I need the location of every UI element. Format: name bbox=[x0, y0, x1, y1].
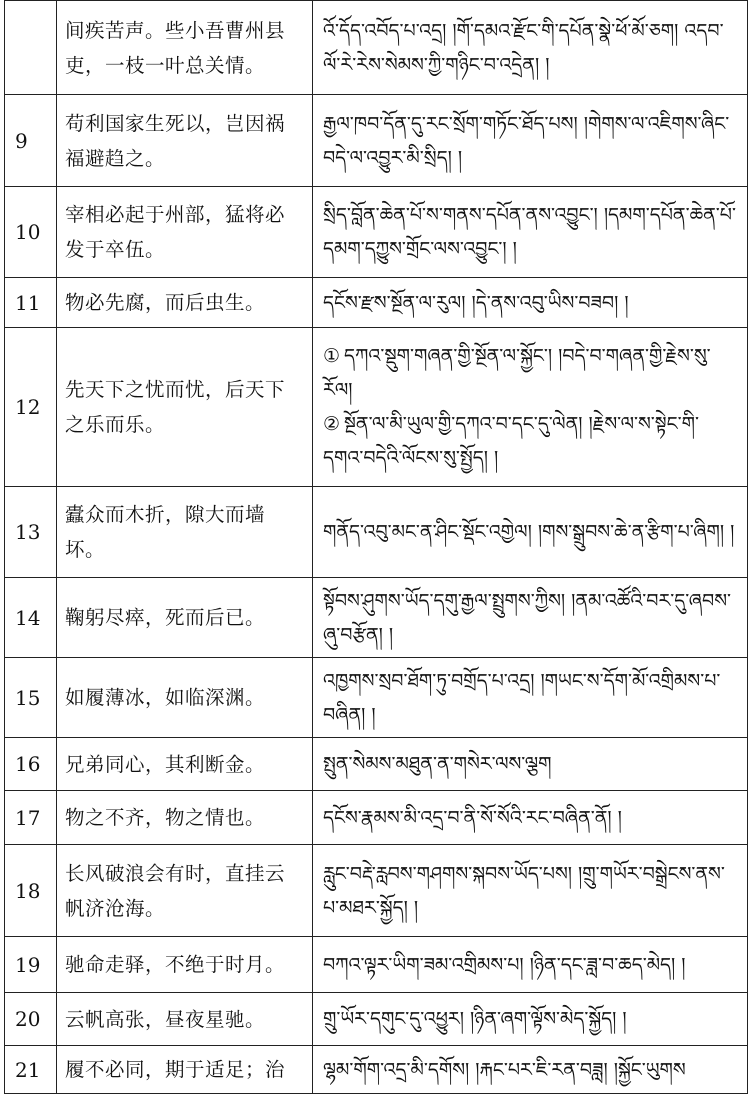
row-number: 19 bbox=[5, 937, 57, 993]
tibetan-line: བཀའ་ལྟར་ཡིག་ཟམ་འགྲིམས་པ། །ཉིན་དང་ཟླ་བ་ཆད་མེད། ། bbox=[323, 953, 686, 976]
tibetan-text bbox=[313, 95, 748, 187]
tibetan-line: དངོས་རྣམས་མི་འདྲ་བ་ནི་སོ་སོའི་རང་བཞིན་ནོ། ། bbox=[323, 806, 622, 829]
tibetan-line: སྔོན་ལ་མི་ཡུལ་གྱི་དཀའ་བ་དང་དུ་ལེན། །རྗེས་ལ་ས་སྟེང་གི་དགའ་བདེའི་ལོངས་སུ་སྤྱོད། ། bbox=[323, 413, 699, 469]
table-row bbox=[5, 738, 748, 791]
tibetan-line: སྟོབས་ཤུགས་ཡོད་དགུ་རྒྱལ་སྤྲུགས་ཀྱིས། །ནམ་འཚོའི་བར་དུ་ཞབས་ཞུ་བརྩོན། ། bbox=[323, 589, 732, 646]
table-row bbox=[5, 937, 748, 993]
table-row bbox=[5, 328, 748, 487]
table-row bbox=[5, 1, 748, 95]
row-number: 11 bbox=[5, 278, 57, 328]
chinese-text: 间疾苦声。些小吾曹州县吏，一枝一叶总关情。 bbox=[57, 1, 313, 95]
tibetan-text bbox=[313, 578, 748, 658]
tibetan-line: སྲིད་བློན་ཆེན་པོ་ས་གནས་དཔོན་ནས་འབྱུང་། །དམག་དཔོན་ཆེན་པོ་དམག་དཀྱུས་གྲོང་ལས་འབྱུང་། ། bbox=[323, 204, 736, 260]
tibetan-line: ལྷམ་གོག་འདྲ་མི་དགོས། །རྐང་པར་ཇི་རན་བཟླ། །སྐྱོང་ཡུགས bbox=[323, 1058, 686, 1081]
table-row bbox=[5, 791, 748, 845]
tibetan-line: རྒྱལ་ཁབ་དོན་དུ་རང་སྲོག་གཏོང་ཐོད་པས། །གེགས་ལ་འཇིགས་ཞིང་བདེ་ལ་འབྱུར་མི་སྲིད། ། bbox=[323, 112, 730, 169]
circled-number-2: ② bbox=[323, 413, 341, 435]
table-row bbox=[5, 845, 748, 937]
tibetan-option-2 bbox=[323, 407, 739, 475]
table-row bbox=[5, 658, 748, 738]
chinese-text: 宰相必起于州部，猛将必发于卒伍。 bbox=[57, 187, 313, 278]
chinese-text: 驰命走驿，不绝于时月。 bbox=[57, 937, 313, 993]
chinese-text: 履不必同，期于适足；治 bbox=[57, 1046, 313, 1094]
tibetan-line: གནོད་འབུ་མང་ན་ཤིང་སྡོང་འགྱེལ། །གས་སྒྲུབས་ཆེ་ན་རྩིག་པ་ཞིག། ། bbox=[323, 521, 735, 543]
tibetan-line: འོ་དོད་འབོད་པ་འདྲ། །གོ་དམའ་རྫོང་གི་དཔོན་སྣེ་ཕོ་མོ་ཅག། འདབ་ལོ་རེ་རེས་སེམས་ཀྱི་གཉིང་བ་འདྲེན། ། bbox=[323, 19, 724, 76]
row-number: 14 bbox=[5, 578, 57, 658]
tibetan-text bbox=[313, 845, 748, 937]
tibetan-text bbox=[313, 937, 748, 993]
tibetan-text bbox=[313, 791, 748, 845]
tibetan-text bbox=[313, 738, 748, 791]
table-row bbox=[5, 1046, 748, 1094]
tibetan-line: རླུང་བརྡེ་རླབས་གཤགས་སྐབས་ཡོད་པས། །གྲུ་གཡོར་བསྒྲེངས་ནས་པ་མཐར་སྐྱོད། ། bbox=[323, 862, 725, 919]
row-number: 16 bbox=[5, 738, 57, 791]
tibetan-option-1 bbox=[323, 339, 739, 407]
chinese-text: 物必先腐，而后虫生。 bbox=[57, 278, 313, 328]
chinese-text: 物之不齐，物之情也。 bbox=[57, 791, 313, 845]
tibetan-line: སྤུན་སེམས་མཐུན་ན་གསེར་ལས་ལྕག bbox=[323, 753, 552, 775]
tibetan-line: དཀའ་སྡུག་གཞན་གྱི་སྔོན་ལ་སྐྱོང་། །བདེ་བ་གཞན་གྱི་རྗེས་སུ་རོལ། bbox=[323, 345, 711, 401]
row-number bbox=[5, 1, 57, 95]
table-row bbox=[5, 487, 748, 578]
row-number: 18 bbox=[5, 845, 57, 937]
tibetan-text bbox=[313, 278, 748, 328]
tibetan-text bbox=[313, 993, 748, 1046]
table-row bbox=[5, 993, 748, 1046]
bilingual-proverb-table bbox=[4, 0, 748, 1094]
chinese-text: 如履薄冰，如临深渊。 bbox=[57, 658, 313, 738]
row-number: 15 bbox=[5, 658, 57, 738]
tibetan-text bbox=[313, 187, 748, 278]
row-number: 20 bbox=[5, 993, 57, 1046]
table-row bbox=[5, 578, 748, 658]
tibetan-text bbox=[313, 487, 748, 578]
chinese-text: 兄弟同心，其利断金。 bbox=[57, 738, 313, 791]
tibetan-line: འཁྱགས་སྲབ་ཐོག་ཏུ་བགྲོད་པ་འདྲ། །གཡང་ས་དོག་མོ་འགྲིམས་པ་བཞིན། ། bbox=[323, 669, 721, 726]
tibetan-text bbox=[313, 658, 748, 738]
tibetan-text bbox=[313, 1046, 748, 1094]
chinese-text: 长风破浪会有时，直挂云帆济沧海。 bbox=[57, 845, 313, 937]
row-number: 17 bbox=[5, 791, 57, 845]
table-row bbox=[5, 278, 748, 328]
tibetan-line: གྲུ་ཡོར་དགུང་དུ་འཕྱུར། །ཉིན་ཞག་ལྟོས་མེད་སྐྱོད། ། bbox=[323, 1008, 627, 1030]
tibetan-text bbox=[313, 328, 748, 487]
chinese-text: 云帆高张，昼夜星驰。 bbox=[57, 993, 313, 1046]
chinese-text: 鞠躬尽瘁，死而后已。 bbox=[57, 578, 313, 658]
row-number: 9 bbox=[5, 95, 57, 187]
table-row bbox=[5, 187, 748, 278]
row-number: 13 bbox=[5, 487, 57, 578]
chinese-text: 苟利国家生死以，岂因祸福避趋之。 bbox=[57, 95, 313, 187]
chinese-text: 先天下之忧而忧，后天下之乐而乐。 bbox=[57, 328, 313, 487]
table-row bbox=[5, 95, 748, 187]
tibetan-line: དངོས་རྫས་སྔོན་ལ་རུལ། །དེ་ནས་འབུ་ཡིས་བཟབ། ། bbox=[323, 291, 629, 314]
row-number: 12 bbox=[5, 328, 57, 487]
tibetan-text bbox=[313, 1, 748, 95]
row-number: 10 bbox=[5, 187, 57, 278]
row-number: 21 bbox=[5, 1046, 57, 1094]
chinese-text: 蠹众而木折，隙大而墙坏。 bbox=[57, 487, 313, 578]
circled-number-1: ① bbox=[323, 345, 341, 367]
